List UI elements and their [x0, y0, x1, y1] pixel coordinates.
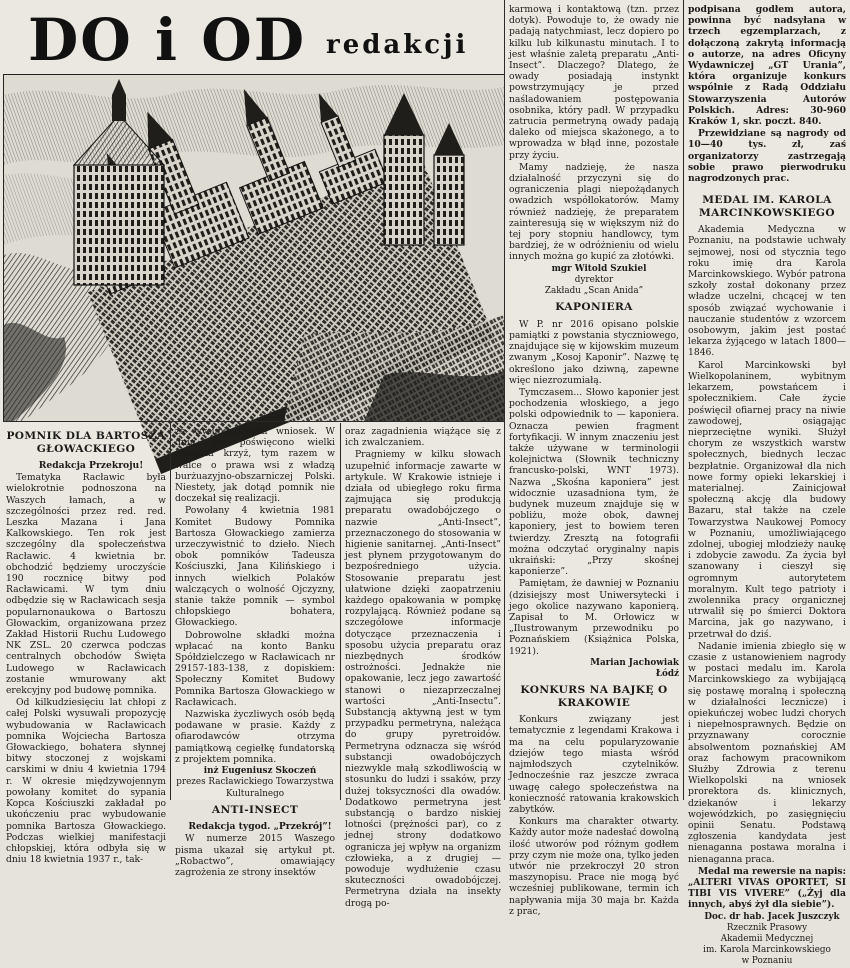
column-rule	[683, 0, 684, 800]
signature: inż Eugeniusz Skoczeń	[203, 766, 317, 777]
paragraph: Mamy nadzieję, że nasza działalność przyczyni się do ograniczenia plagi niepożądanych owadzich współlokatorów. Mamy również nadzieję, że preparatem zainteresują się w większym niż do tej pory stopniu handlowcy, tym bardziej, że w odróżnieniu od wielu innych można go kupić za złotówki.	[509, 161, 679, 263]
article-pomnik-column-1	[6, 426, 166, 866]
signature: Marian Jachowiak	[590, 657, 679, 668]
column-4	[509, 4, 679, 917]
paragraph: Akademia Medyczna w Poznaniu, na podstawie uchwały sejmowej, nosi od stycznia tego roku imię dra Karola Marcinkowskiego. Wybór patrona szkoły został dokonany przez władze uczelni, chcącej w ten sposób związać wychowanie i nauczanie studentów z wzorcem osobowym, jakim jest postać lekarza żyjącego w latach 1800—1846.	[688, 224, 846, 359]
signature: mgr Witold Szukiel	[551, 263, 647, 274]
paragraph: Nazwiska życzliwych osób będą podawane w prasie. Każdy z ofiarodawców otrzyma pamiątkową cegiełkę fundatorską z projektem pomnika.	[175, 709, 335, 765]
article-title: ANTI-INSECT	[211, 803, 299, 816]
paragraph: Nadanie imienia zbiegło się w czasie z ustanowieniem nagrody w postaci medalu im. Karola Marcinkowskiego za wybijającą się postawę moralną i społeczną w działalności lecznicze) i opiekuńczej wobec ludzi chorych i niepełnosprawnych. Będzie on przyznawany corocznie absolwentom poznańskiej AM oraz fachowym pracownikom Służby Zdrowia z terenu Wielkopolski na wniosek prorektora ds. klinicznych, dziekanów i lekarzy wojewódzkich, po zasięgnięciu opinii Senatu. Podstawą zgłoszenia kandydata jest nienaganna postawa moralna i nienaganna praca.	[688, 640, 846, 865]
masthead	[14, 6, 504, 74]
paragraph: Konkurs związany jest tematycznie z legendami Krakowa i ma na celu popularyzowanie dziejów tego miasta wśród najmłodszych czytelników. Jednocześnie raz jeszcze zwraca uwagę całego społeczeństwa na konieczność ratowania krakowskich zabytków.	[509, 714, 679, 815]
signature-role: dyrektor	[574, 274, 614, 285]
paragraph: Medal ma rewersie na napis: „ALTERI VIVAS OPORTET, SI TIBI VIS VIVERE” („Żyj dla innych, abyś żył dla siebie”).	[688, 865, 846, 911]
paragraph: podpisana godłem autora, powinna być nadsyłana w trzech egzemplarzach, z dołączoną zakrytą informacją o autorze, na adres Oficyny Wydawniczej „GT Urania”, która organizuje konkurs wspólnie z Radą Oddziału Stowarzyszenia Autorów Polskich. Adres: 30-960 Kraków 1, skr. poczt. 840.	[688, 4, 846, 128]
signature-role: im. Karola Marcinkowskiego	[703, 945, 831, 956]
paragraph: Dobrowolne składki można wpłacać na konto Banku Spółdzielczego w Racławicach nr 29157-183-138, z dopiskiem: Społeczny Komitet Budowy Pomnika Bartosza Głowackiego w Racławicach.	[175, 629, 335, 708]
article-pomnik-column-2	[175, 426, 335, 879]
paragraph: W P. nr 2016 opisano polskie pamiątki z powstania styczniowego, znajdujące się w kijowskim muzeum zwanym „Kosoj Kaponir”. Nazwę tę określono jako dziwną, zapewne więc niezrozumiałą.	[509, 318, 679, 386]
paragraph: Tematyka Racławic była wielokrotnie podnoszona na Waszych łamach, a w szczególności przez red. red. Leszka Mazana i Jana Kalkowskiego. Ten rok jest szczególny dla społeczeństwa Racławic. 4 kwietnia br. obchodzić będziemy uroczyście 190 rocznicę bitwy pod Racławicami. W tym dniu odbędzie się w Racławicach sesja popularnonaukowa o Bartoszu Głowackim, organizowana przez Zakład Historii Ruchu Ludowego NK ZSL. 20 czerwca podczas centralnych obchodów Święta Ludowego w Racławicach zostanie wmurowany akt erekcyjny pod budowę pomnika.	[6, 472, 166, 697]
paragraph: że wysunięto taki wniosek. W dniu tym poświęcono wielki chłopski krzyż, tym razem w walce o prawa wsi z władzą burżuazyjno-obszarniczej Polski. Niestety, jak dotąd pomnik nie doczekał się realizacji.	[175, 426, 335, 505]
horizontal-rule	[3, 421, 504, 422]
article-title: POMNIK DLA BARTOSZA GŁOWACKIEGO	[6, 430, 166, 455]
masthead-title: DO i OD	[28, 6, 307, 74]
signature: Doc. dr hab. Jacek Juszczyk	[704, 911, 840, 922]
paragraph: Konkurs ma charakter otwarty. Każdy autor może nadesłać dowolną ilość utworów pod różnym godłem przy czym nie może ona, tylko jeden utwór nie przekroczył 20 stron maszynopisu. Prace nie mogą być wcześniej publikowane, termin ich napływania mija 30 maja br. Każda z prac,	[509, 816, 679, 917]
signature-role: Zakładu „Scan Anida”	[544, 286, 644, 297]
signature-city: Łódź	[655, 669, 679, 680]
engraving-illustration	[3, 74, 505, 422]
column-rule	[170, 423, 171, 800]
paragraph: Od kilkudziesięciu lat chłopi z całej Polski wysuwali propozycję wybudowania w Racławicach pomnika Wojciecha Bartosza Głowackiego, bohatera słynnej bitwy stoczonej z wojskami carskimi w dniu 4 kwietnia 1794 r. W okresie międzywojennym powołany komitet do sypania Kopca Kościuszki zakładał po ukończeniu prac wybudowanie pomnika Bartosza Głowackiego. Podczas wielkiej manifestacji chłopskiej, która odbyła się w dniu 18 kwietnia 1937 r., tak-	[6, 697, 166, 866]
paragraph: Pamiętam, że dawniej w Poznaniu (dzisiejszy most Uniwersytecki i jego okolice nazywano kaponierą. Zapisał to M. Orłowicz w „Ilustrowanym przewodniku po Poznańskiem (Książnica Polska, 1921).	[509, 578, 679, 657]
paragraph: Karol Marcinkowski był Wielkopolaninem, wybitnym lekarzem, powstańcem i społecznikiem. Całe życie poświęcił ofiarnej pracy na niwie zawodowej, osiągając nieprzeciętne wyniki. Służył chorym ze wszystkich warstw społecznych, biednych leczac bezpłatnie. Organizował dla nich nowe formy opieki lekarskiej i materialnej. Zainicjował społeczną akcję dla budowy Bazaru, stał także na czele Towarzystwa Naukowej Pomocy w Poznaniu, umożliwiającego zdolnej, ubogiej młodzieży naukę i zdobycie zawodu. Za życia był szanowany i cieszył się ogromnym autorytetem moralnym. Kult tego patrioty i zwolennika pracy organicznej utrwalił się po śmierci Doktora Marcina, jak go nazywano, i przetrwał do dziś.	[688, 359, 846, 640]
salutation: Redakcja tygod. „Przekrój”!	[188, 821, 332, 833]
salutation: Redakcja Przekroju!	[38, 460, 144, 471]
article-title: MEDAL IM. KAROLA MARCINKOWSKIEGO	[698, 194, 836, 219]
signature-role: Rzecznik Prasowy	[726, 922, 808, 933]
paragraph: Przewidziane są nagrody od 10—40 tys. zł, zaś organizatorzy zastrzegają sobie prawo pierwodruku nagrodzonych prac.	[688, 128, 846, 185]
article-title: KAPONIERA	[555, 301, 633, 314]
signature-role: w Poznaniu	[741, 956, 793, 967]
paragraph: karmową i kontaktową (tzn. przez dotyk). Powoduje to, że owady nie padają natychmiast, lecz dopiero po kilku lub kilkunastu minutach. I to jest właśnie zaletą preparatu „Anti-Insect”. Dlaczego? Dlatego, że owady posiadają instynkt powstrzymujący je przed naśladowaniem postępowania osobnika, który padł. W przypadku zatrucia permetryną owady padają daleko od miejsca skażonego, a to wprowadza w błąd inne, pozostałe przy życiu.	[509, 4, 679, 161]
city-engraving	[4, 75, 504, 421]
paragraph: Powołany 4 kwietnia 1981 Komitet Budowy Pomnika Bartosza Głowackiego zamierza urzeczywistnić to dzieło. Niech obok pomników Tadeusza Kościuszki, Jana Kilińskiego i innych wielkich Polaków walczących o wolność Ojczyzny, stanie także pomnik — symbol chłopskiego bohatera, Głowackiego.	[175, 505, 335, 629]
signature-role: prezes Racławickiego Towarzystwa Kulturalnego	[176, 777, 334, 799]
column-rule	[340, 423, 341, 800]
article-title: KONKURS NA BAJKĘ O KRAKOWIE	[520, 684, 668, 709]
column-rule	[504, 0, 505, 800]
paragraph: oraz zagadnienia wiążące się z ich zwalczaniem.	[345, 426, 501, 449]
signature-role: Akademii Medycznej	[720, 934, 814, 945]
article-anti-insect-column	[345, 426, 501, 909]
paragraph: Pragniemy w kilku słowach uzupełnić informacje zawarte w artykule. W Krakowie istnieje i działa od ubiegłego roku firma zajmująca się produkcją preparatu owadobójczego o nazwie „Anti-Insect”, przeznaczonego do stosowania w higienie sanitarnej. „Anti-Insect” jest płynem przygotowanym do bezpośredniego użycia. Stosowanie preparatu jest ułatwione dzięki zaopatrzeniu każdego opakowania w pompkę rozpylającą. Również podane są szczegółowe informacje dotyczące przeznaczenia i sposobu użycia preparatu oraz niezbędnych środków ostrożności. Jednakże nie opakowanie, lecz jego zawartość stanowi o niezaprzeczalnej wartości „Anti-Insectu”. Substancją aktywną jest w tym przypadku permetryna, należąca do grupy pyretroidów. Permetryna odznacza się wśród substancji owadobójczych niezwykle małą szkodliwością w stosunku do ludzi i ssaków, przy dużej toksyczności dla owadów. Dodatkowo permetryna jest substancją o bardzo niskiej lotności (prężności par), co z jednej strony dodatkowo ogranicza jej wpływ na organizm człowieka, a z drugiej — powoduje wydłużenie czasu skuteczności owadobójczej. Permetryna działa na insekty drogą po-	[345, 449, 501, 909]
masthead-subtitle: redakcji	[326, 30, 469, 60]
paragraph: Tymczasem... Słowo kaponier jest pochodzenia włoskiego, a jego polski odpowiednik to — kaponiera. Oznacza pewien fragment fortyfikacji. W innym znaczeniu jest także używane w terminologii kolejnictwa (Słownik techniczny francusko-polski, WNT 1973). Nazwa „Skośna kaponiera” jest widocznie uzasadniona tym, że budynek muzeum znajduje się w pobliżu, może obok, dawnej kaponiery, jest to bowiem teren twierdzy. Zresztą na fotografii można odczytać oryginalny napis ukraiński: „Przy skośnej kaponierze”.	[509, 387, 679, 578]
paragraph: W numerze 2015 Waszego pisma ukazał się artykuł pt. „Robactwo”, omawiający zagrożenia ze strony insektów	[175, 833, 335, 879]
column-5	[688, 4, 846, 967]
